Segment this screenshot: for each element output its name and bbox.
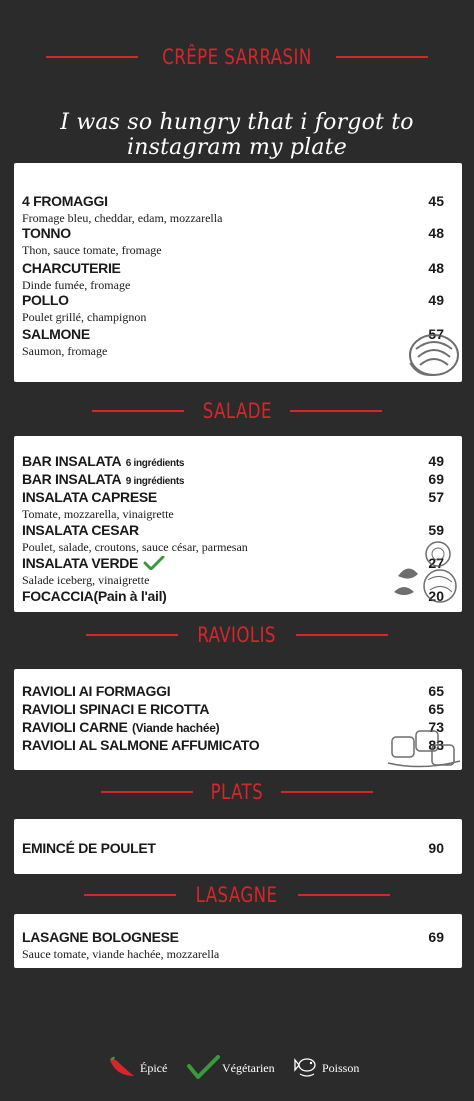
menu-item [22,326,448,358]
item-price: 83 [428,737,444,753]
item-name: RAVIOLI AL SALMONE AFFUMICATO [22,737,260,753]
legend-label-vegetarian: Végétarien [222,1061,275,1075]
item-price: 20 [428,588,444,604]
item-price: 90 [428,840,444,856]
item-description: Poulet, salade, croutons, sauce césar, parmesan [22,540,248,554]
menu-item [22,489,448,521]
item-name: INSALATA VERDE [22,555,139,571]
item-note: 6 ingrédients [125,458,185,469]
header-divider-left [46,56,138,58]
item-description: Thon, sauce tomate, fromage [22,243,162,257]
section-header-crepe [0,42,474,72]
menu-item [22,719,448,737]
legend [0,1052,474,1082]
menu-item [22,292,448,324]
menu-item [22,225,448,257]
item-price: 59 [428,522,444,538]
header-divider-left [101,791,193,793]
menu-card-salade [14,436,462,612]
menu-card-raviolis [14,669,462,770]
section-title: CRÊPE SARRASIN [162,45,312,69]
item-name: RAVIOLI SPINACI E RICOTTA [22,701,210,717]
item-name: EMINCÉ DE POULET [22,840,156,856]
chili-pepper-icon [106,1054,138,1080]
vegetarian-leaf-icon [143,556,165,570]
header-divider-right [281,791,373,793]
legend-label-spicy: Épicé [140,1061,168,1075]
section-title: PLATS [210,780,264,804]
tagline: I was so hungry that i forgot to instagram my plate [60,110,414,160]
menu-item [22,453,448,472]
item-price: 65 [428,683,444,699]
menu-card-plats [14,819,462,874]
salad-sketch-icon [392,536,462,612]
item-price: 73 [428,719,444,735]
item-name: INSALATA CAPRESE [22,489,157,505]
item-name: RAVIOLI AI FORMAGGI [22,683,171,699]
fish-icon [294,1054,320,1080]
item-name: SALMONE [22,326,90,342]
item-price: 45 [428,193,444,209]
item-description: Tomate, mozzarella, vinaigrette [22,507,174,521]
item-price: 27 [428,555,444,571]
menu-item [22,683,448,701]
item-name: CHARCUTERIE [22,260,121,276]
menu-item [22,840,448,858]
header-divider-left [86,634,178,636]
menu-item [22,260,448,292]
item-price: 65 [428,701,444,717]
item-name: BAR INSALATA [22,471,122,487]
ravioli-sketch-icon [386,727,462,769]
crepe-sketch-icon [404,323,462,381]
item-description: Saumon, fromage [22,344,108,358]
item-price: 57 [428,326,444,342]
item-note: (Viande hachée) [131,721,220,735]
menu-card-crepe [14,163,462,382]
menu-item [22,929,448,961]
item-description: Fromage bleu, cheddar, edam, mozzarella [22,211,223,225]
legend-label-fish: Poisson [322,1061,360,1075]
item-price: 69 [428,471,444,487]
item-name: INSALATA CESAR [22,522,139,538]
item-name: BAR INSALATA [22,453,122,469]
item-description: Poulet grillé, champignon [22,310,147,324]
menu-item [22,588,448,606]
item-name: RAVIOLI CARNE [22,719,128,735]
item-name: FOCACCIA(Pain à l'ail) [22,588,167,604]
item-note: 9 ingrédients [125,476,185,487]
menu-item [22,193,448,225]
item-name: TONNO [22,225,71,241]
header-divider-right [298,894,390,896]
section-header-raviolis [0,620,474,650]
item-price: 57 [428,489,444,505]
item-description: Salade iceberg, vinaigrette [22,573,150,587]
menu-item [22,701,448,719]
menu-item [22,737,448,755]
item-price: 48 [428,225,444,241]
item-name: 4 FROMAGGI [22,193,108,209]
menu-card-lasagne [14,914,462,968]
menu-item [22,471,448,490]
item-name: POLLO [22,292,69,308]
item-price: 69 [428,929,444,945]
header-divider-left [84,894,176,896]
header-divider-right [336,56,428,58]
menu-item [22,555,448,587]
item-price: 48 [428,260,444,276]
header-divider-left [92,410,184,412]
leaf-check-icon [186,1054,220,1080]
menu-item [22,522,448,554]
item-description: Dinde fumée, fromage [22,278,131,292]
item-price: 49 [428,453,444,469]
item-description: Sauce tomate, viande hachée, mozzarella [22,947,220,961]
section-header-lasagne [0,880,474,910]
section-header-plats [0,777,474,807]
section-title: RAVIOLIS [197,623,277,647]
header-divider-right [296,634,388,636]
section-title: LASAGNE [196,883,278,907]
header-divider-right [290,410,382,412]
item-price: 49 [428,292,444,308]
section-title: SALADE [202,399,272,423]
item-name: LASAGNE BOLOGNESE [22,929,179,945]
section-header-salade [0,396,474,426]
